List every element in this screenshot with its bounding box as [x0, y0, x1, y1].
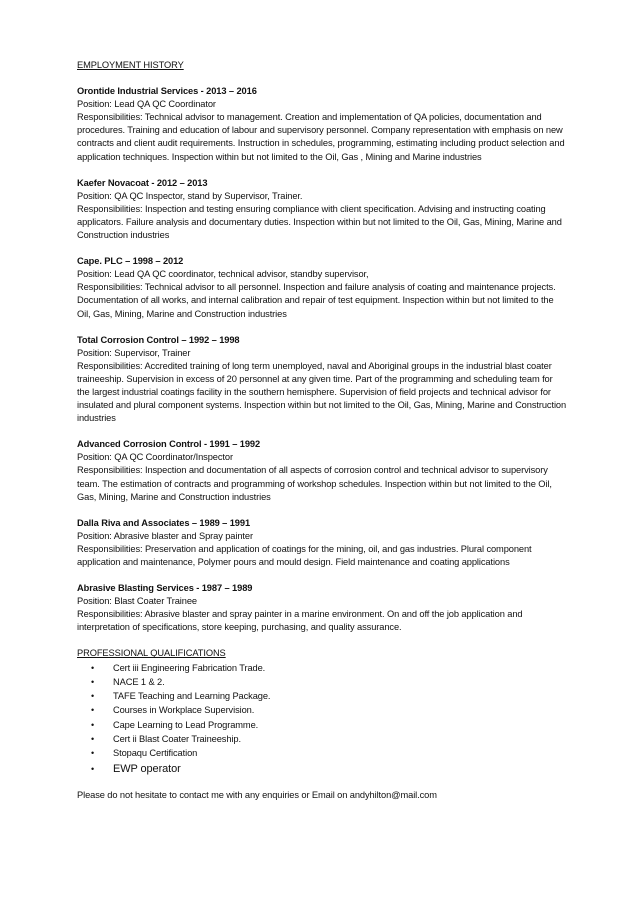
bullet-icon: • — [91, 734, 95, 745]
bullet-icon: • — [91, 662, 95, 673]
job-responsibilities: Responsibilities: Preservation and application of coatings for the mining, oil, and gas industries. Plural component application and maintenance, Polymer pours and mould design. Field maintenance and coating applications — [77, 543, 532, 567]
list-item — [91, 675, 567, 689]
list-item — [91, 761, 567, 777]
job-responsibilities: Responsibilities: Abrasive blaster and spray painter in a marine environment. On and off the job application and interpretation of specifications, store keeping, purchasing, and quality assurance. — [77, 609, 523, 633]
qualifications-heading: PROFESSIONAL QUALIFICATIONS — [77, 648, 226, 659]
list-item — [91, 718, 567, 732]
bullet-icon: • — [91, 748, 95, 759]
bullet-icon: • — [91, 691, 95, 702]
job-entry — [77, 582, 567, 634]
qualifications-list — [77, 661, 567, 777]
job-position: Position: QA QC Inspector, stand by Supervisor, Trainer. — [77, 190, 303, 201]
job-position: Position: Abrasive blaster and Spray painter — [77, 530, 253, 541]
list-item — [91, 746, 567, 760]
job-title: Abrasive Blasting Services - 1987 – 1989 — [77, 583, 253, 594]
bullet-icon: • — [91, 705, 95, 716]
job-entry — [77, 334, 567, 426]
job-position: Position: Lead QA QC Coordinator — [77, 99, 216, 110]
job-entry — [77, 85, 567, 164]
job-position: Position: Blast Coater Trainee — [77, 596, 197, 607]
job-responsibilities: Responsibilities: Technical advisor to all personnel. Inspection and failure analysis of coating and maintenance projects. Documentation of all works, and internal calibration and repair of test equipment. Inspection within but not limited to the Oil, Gas, Mining, Marine and Construction industries — [77, 282, 556, 319]
bullet-icon: • — [91, 676, 95, 687]
qualification-text: Cape Learning to Lead Programme. — [113, 719, 259, 730]
job-responsibilities: Responsibilities: Inspection and testing ensuring compliance with client specification. Advising and instructing coating applicators. Failure analysis and documentary duties. Inspection within but not limited to the Oil, Gas, Mining, Marine and Construction industries — [77, 203, 562, 241]
job-entry — [77, 255, 567, 320]
resume-page — [77, 59, 567, 802]
job-entry — [77, 438, 567, 503]
list-item — [91, 732, 567, 746]
qualifications-section — [77, 647, 567, 776]
qualification-text: EWP operator — [113, 762, 181, 775]
job-position: Position: QA QC Coordinator/Inspector — [77, 452, 233, 463]
job-entry — [77, 177, 567, 242]
qualification-text: Cert iii Engineering Fabrication Trade. — [113, 662, 266, 673]
job-title: Dalla Riva and Associates – 1989 – 1991 — [77, 517, 251, 528]
job-responsibilities: Responsibilities: Accredited training of long term unemployed, naval and Aboriginal groups in the industrial blast coater traineeship. Supervision in excess of 20 personnel at any given time. Part of the programming and scheduling team for the largest industrial coatings facility in the southern hemisphere. Supervision of field projects and technical advisor for insulated and plural component systems. Inspection within but not limited to the Oil, Gas, Mining, Marine and Construction industries — [77, 360, 567, 424]
contact-footer: Please do not hesitate to contact me with any enquiries or Email on andyhilton@mail.com — [77, 789, 437, 800]
list-item — [91, 689, 567, 703]
job-title: Cape. PLC – 1998 – 2012 — [77, 256, 184, 267]
job-position: Position: Supervisor, Trainer — [77, 347, 191, 358]
qualification-text: Courses in Workplace Supervision. — [113, 705, 255, 716]
employment-history-heading: EMPLOYMENT HISTORY — [77, 60, 184, 70]
job-responsibilities: Responsibilities: Inspection and documentation of all aspects of corrosion control and technical advisor to supervisory team. The estimation of contracts and programming of workshop schedules. Inspection within but not limited to the Oil, Gas, Mining, Marine and Construction industries — [77, 465, 552, 502]
job-title: Orontide Industrial Services - 2013 – 2016 — [77, 86, 257, 97]
qualification-text: TAFE Teaching and Learning Package. — [113, 691, 271, 702]
job-title: Kaefer Novacoat - 2012 – 2013 — [77, 177, 208, 188]
qualification-text: Cert ii Blast Coater Traineeship. — [113, 734, 241, 745]
bullet-icon: • — [91, 719, 95, 730]
list-item — [91, 661, 567, 675]
list-item — [91, 703, 567, 717]
qualification-text: NACE 1 & 2. — [113, 676, 165, 687]
job-entry — [77, 517, 567, 569]
job-position: Position: Lead QA QC coordinator, technical advisor, standby supervisor, — [77, 269, 369, 280]
qualification-text: Stopaqu Certification — [113, 748, 198, 759]
bullet-icon: • — [91, 763, 95, 774]
job-responsibilities: Responsibilities: Technical advisor to management. Creation and implementation of QA policies, documentation and procedures. Training and education of labour and supervisory personnel. Company representation with emphasis on new contracts and client audit requirements. Instruction in schedules, programming, estimating including product selection and application techniques. Inspection within but not limited to the Oil, Gas , Mining and Marine industries — [77, 112, 565, 162]
job-title: Advanced Corrosion Control - 1991 – 1992 — [77, 439, 261, 450]
job-title: Total Corrosion Control – 1992 – 1998 — [77, 334, 240, 345]
